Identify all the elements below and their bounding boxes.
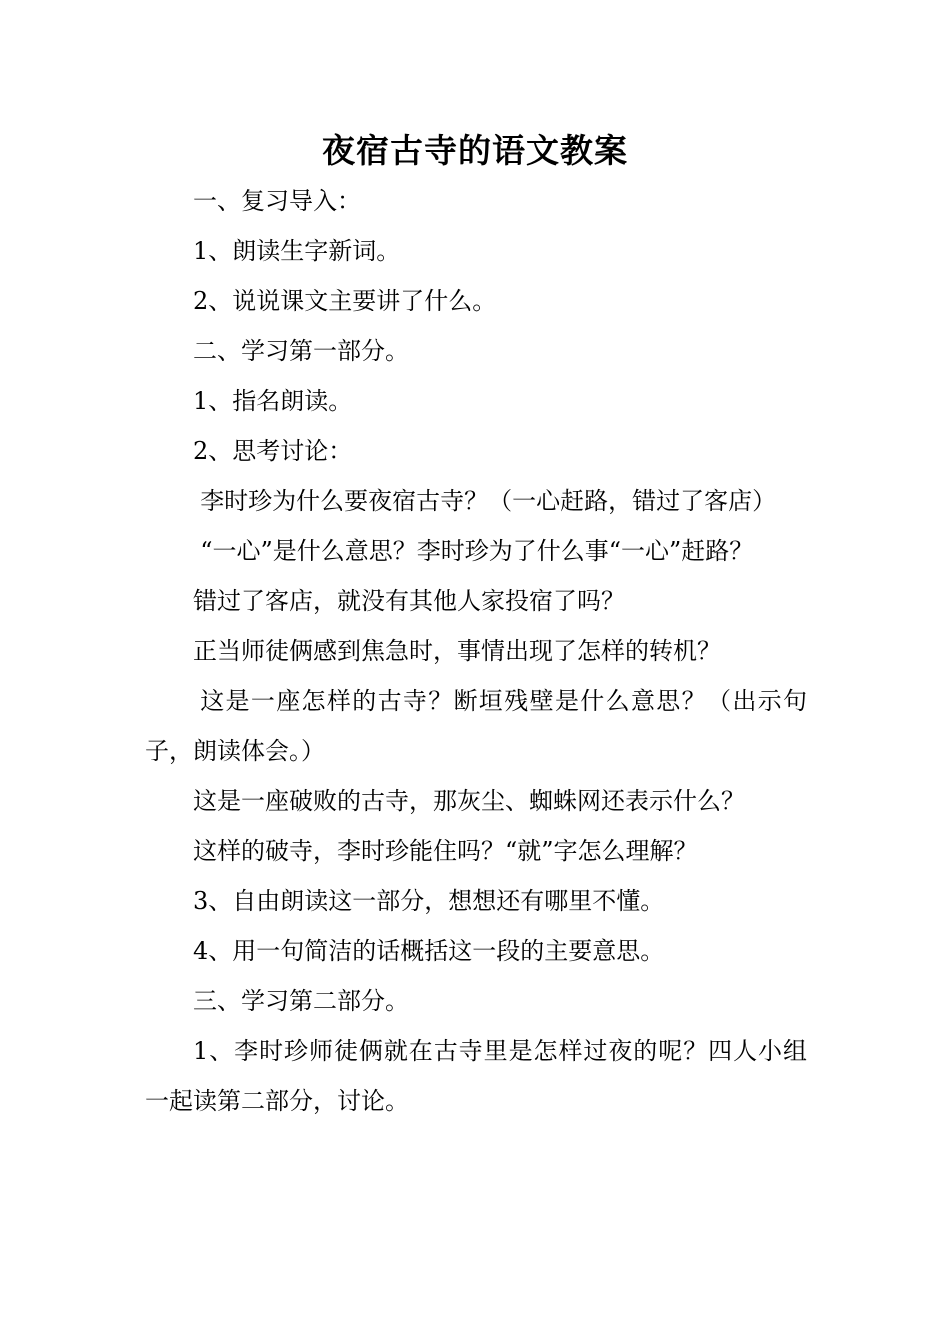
paragraph-question-stay: 这样的破寺，李时珍能住吗？“就”字怎么理解？ [193, 837, 698, 865]
paragraph-read-new-words: 1、朗读生字新词。 [193, 237, 401, 265]
paragraph-question-yixin: “一心”是什么意思？李时珍为了什么事“一心”赶路？ [200, 537, 754, 565]
paragraph-question-dust: 这是一座破败的古寺，那灰尘、蜘蛛网还表示什么？ [193, 787, 745, 815]
paragraph-named-reading: 1、指名朗读。 [193, 387, 353, 415]
paragraph-question-temple: 这是一座怎样的古寺？断垣残壁是什么意思？（出示句子，朗读体会。） [145, 687, 807, 765]
document-title: 夜宿古寺的语文教案 [322, 131, 628, 170]
paragraph-group-discussion: 1、李时珍师徒俩就在古寺里是怎样过夜的呢？四人小组一起读第二部分，讨论。 [145, 1037, 807, 1115]
paragraph-review-intro: 一、复习导入： [193, 187, 361, 215]
paragraph-summary: 2、说说课文主要讲了什么。 [193, 287, 497, 315]
paragraph-question-why: 李时珍为什么要夜宿古寺？（一心赶路，错过了客店） [200, 487, 777, 515]
paragraph-question-turning-point: 正当师徒俩感到焦急时，事情出现了怎样的转机？ [193, 637, 721, 665]
paragraph-summarize: 4、用一句简洁的话概括这一段的主要意思。 [193, 937, 665, 965]
paragraph-part-two-heading: 三、学习第二部分。 [193, 987, 409, 1015]
paragraph-part-one-heading: 二、学习第一部分。 [193, 337, 409, 365]
paragraph-free-reading: 3、自由朗读这一部分，想想还有哪里不懂。 [193, 887, 665, 915]
paragraph-discussion: 2、思考讨论： [193, 437, 353, 465]
document-body [145, 176, 807, 1126]
paragraph-question-missed-inn: 错过了客店，就没有其他人家投宿了吗？ [193, 587, 625, 615]
